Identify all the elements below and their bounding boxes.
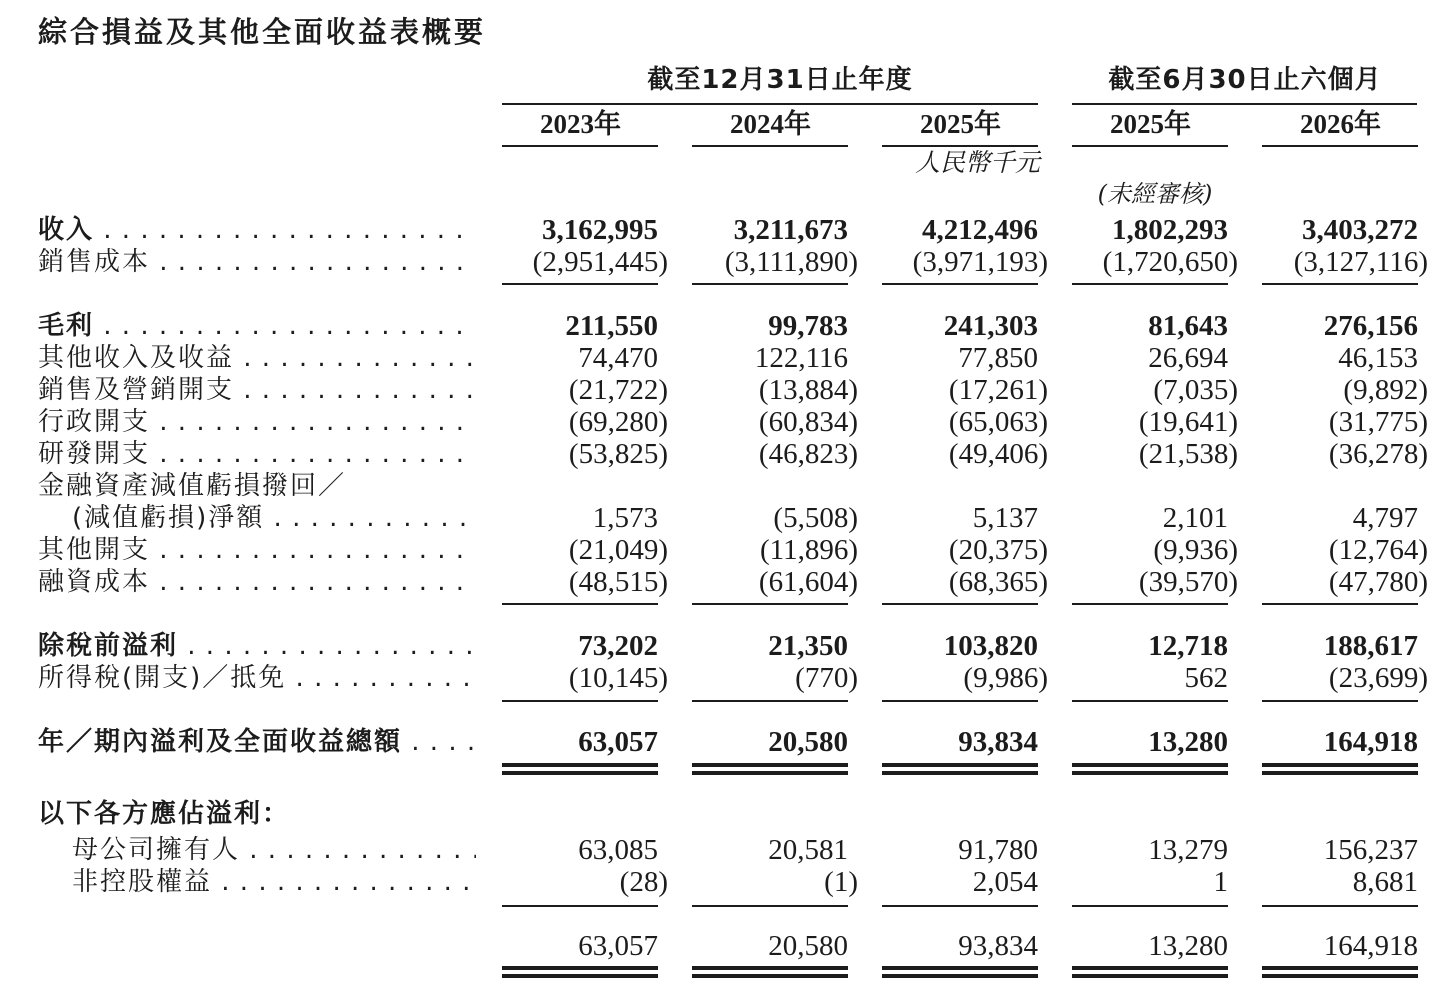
row-value: 81,643 (1148, 310, 1228, 342)
row-value: (5,508) (773, 502, 858, 534)
row-value: 3,403,272 (1302, 214, 1418, 246)
row-value: 74,470 (578, 342, 658, 374)
row-value: 276,156 (1323, 310, 1418, 342)
row-label: 所得稅(開支)／抵免 . . . (38, 662, 476, 694)
header-group-rule (1072, 103, 1417, 105)
header-group-rule (502, 103, 1038, 105)
total-double-rule-top (1072, 763, 1228, 767)
row-value: 13,280 (1148, 726, 1228, 758)
row-label: 其他開支 . . . (38, 534, 476, 566)
row-value: 188,617 (1323, 630, 1418, 662)
header-year-rule (1262, 145, 1418, 147)
subtotal-rule (1072, 283, 1228, 285)
row-value: 12,718 (1148, 630, 1228, 662)
total-double-rule-bottom (692, 974, 848, 978)
row-value: (21,722) (568, 374, 668, 406)
row-value: 164,918 (1323, 930, 1418, 962)
header-group-six-months: 截至6月30日止六個月 (1108, 65, 1382, 95)
row-value: (36,278) (1328, 438, 1428, 470)
row-label: 非控股權益 . . . (72, 866, 476, 898)
total-double-rule-top (502, 763, 658, 767)
row-label: 其他收入及收益 . . . (38, 342, 476, 374)
subtotal-rule (502, 905, 658, 907)
subtotal-rule (882, 700, 1038, 702)
row-value: (31,775) (1328, 406, 1428, 438)
row-value: (39,570) (1138, 566, 1238, 598)
row-value: (9,936) (1153, 534, 1238, 566)
row-value: 63,057 (578, 930, 658, 962)
row-value: 13,279 (1148, 834, 1228, 866)
total-double-rule-bottom (1072, 771, 1228, 775)
row-value: (770) (795, 662, 858, 694)
row-value: 63,057 (578, 726, 658, 758)
row-value: 73,202 (578, 630, 658, 662)
row-value: (2,951,445) (532, 246, 668, 278)
row-value: (53,825) (568, 438, 668, 470)
subtotal-rule (1262, 283, 1418, 285)
row-label: 銷售及營銷開支 . . . (38, 374, 476, 406)
row-value: (65,063) (948, 406, 1048, 438)
row-value: (68,365) (948, 566, 1048, 598)
total-double-rule-bottom (1262, 771, 1418, 775)
row-value: (21,049) (568, 534, 668, 566)
header-year: 2024年 (730, 109, 811, 139)
subtotal-rule (882, 603, 1038, 605)
row-value: 2,101 (1162, 502, 1228, 534)
subtotal-rule (1262, 603, 1418, 605)
header-year: 2023年 (540, 109, 621, 139)
row-value: (19,641) (1138, 406, 1238, 438)
total-double-rule-bottom (882, 771, 1038, 775)
row-label: 行政開支 . . . (38, 406, 476, 438)
total-double-rule-top (1262, 763, 1418, 767)
total-double-rule-top (502, 966, 658, 970)
row-value: 26,694 (1148, 342, 1228, 374)
row-value: 93,834 (958, 930, 1038, 962)
total-double-rule-top (692, 966, 848, 970)
row-value: 4,797 (1352, 502, 1418, 534)
row-value: 3,211,673 (733, 214, 848, 246)
row-value: 21,350 (768, 630, 848, 662)
total-double-rule-top (692, 763, 848, 767)
row-value: 91,780 (958, 834, 1038, 866)
row-label: (減值虧損)淨額 . . . (72, 502, 476, 534)
row-value: (48,515) (568, 566, 668, 598)
header-year: 2025年 (1110, 109, 1191, 139)
row-value: (28) (619, 866, 668, 898)
row-label: 銷售成本 . . . (38, 246, 476, 278)
total-double-rule-top (882, 966, 1038, 970)
row-value: 20,580 (768, 930, 848, 962)
subtotal-rule (882, 283, 1038, 285)
row-value: 1,573 (592, 502, 658, 534)
subtotal-rule (1072, 603, 1228, 605)
row-value: (7,035) (1153, 374, 1238, 406)
row-value: 211,550 (565, 310, 658, 342)
row-value: 2,054 (972, 866, 1038, 898)
row-value: (21,538) (1138, 438, 1238, 470)
row-value: (20,375) (948, 534, 1048, 566)
header-year: 2025年 (920, 109, 1001, 139)
row-value: 156,237 (1323, 834, 1418, 866)
total-double-rule-bottom (502, 974, 658, 978)
row-label: 收入 . . . (38, 214, 476, 246)
header-group-year: 截至12月31日止年度 (647, 65, 913, 95)
row-value: (3,971,193) (912, 246, 1048, 278)
row-label: 除稅前溢利 . . . (38, 630, 476, 662)
row-value: 20,581 (768, 834, 848, 866)
subtotal-rule (1262, 905, 1418, 907)
total-double-rule-bottom (1262, 974, 1418, 978)
row-value: (10,145) (568, 662, 668, 694)
row-value: (23,699) (1328, 662, 1428, 694)
subtotal-rule (1072, 700, 1228, 702)
row-value: (47,780) (1328, 566, 1428, 598)
row-value: 103,820 (943, 630, 1038, 662)
subtotal-rule (502, 700, 658, 702)
subtotal-rule (502, 603, 658, 605)
row-value: 46,153 (1338, 342, 1418, 374)
page-title: 綜合損益及其他全面收益表概要 (38, 15, 487, 49)
total-double-rule-bottom (502, 771, 658, 775)
subtotal-rule (502, 283, 658, 285)
row-value: (1) (824, 866, 858, 898)
total-double-rule-bottom (1072, 974, 1228, 978)
subtotal-rule (692, 283, 848, 285)
header-year-rule (1072, 145, 1228, 147)
subtotal-rule (1072, 905, 1228, 907)
row-value: (46,823) (758, 438, 858, 470)
row-value: 3,162,995 (542, 214, 658, 246)
row-value: (3,111,890) (724, 246, 858, 278)
total-double-rule-top (882, 763, 1038, 767)
row-label: 融資成本 . . . (38, 566, 476, 598)
subtotal-rule (1262, 700, 1418, 702)
row-value: 1 (1213, 866, 1228, 898)
total-double-rule-top (1262, 966, 1418, 970)
row-label: 母公司擁有人 . . . (72, 834, 476, 866)
row-value: 77,850 (958, 342, 1038, 374)
header-year: 2026年 (1300, 109, 1381, 139)
row-value: 63,085 (578, 834, 658, 866)
unaudited-label: (未經審核) (1097, 180, 1213, 208)
row-value: 562 (1184, 662, 1228, 694)
row-value: (3,127,116) (1293, 246, 1428, 278)
row-value: 164,918 (1323, 726, 1418, 758)
row-label: 金融資產減值虧損撥回／ (38, 471, 347, 501)
row-value: (9,892) (1343, 374, 1428, 406)
row-label: 以下各方應佔溢利： (38, 799, 291, 829)
row-label: 年／期內溢利及全面收益總額 . . . (38, 726, 476, 758)
subtotal-rule (692, 603, 848, 605)
row-value: (69,280) (568, 406, 668, 438)
total-double-rule-bottom (692, 771, 848, 775)
row-value: (11,896) (760, 534, 858, 566)
row-value: 13,280 (1148, 930, 1228, 962)
row-value: (49,406) (948, 438, 1048, 470)
row-value: (12,764) (1328, 534, 1428, 566)
subtotal-rule (692, 905, 848, 907)
row-value: 5,137 (972, 502, 1038, 534)
row-value: (9,986) (963, 662, 1048, 694)
subtotal-rule (692, 700, 848, 702)
row-value: (61,604) (758, 566, 858, 598)
unit-label: 人民幣千元 (914, 148, 1040, 177)
row-value: 241,303 (943, 310, 1038, 342)
header-year-rule (692, 145, 848, 147)
row-value: 20,580 (768, 726, 848, 758)
header-year-rule (502, 145, 658, 147)
row-value: 99,783 (768, 310, 848, 342)
row-value: 1,802,293 (1112, 214, 1228, 246)
row-value: (1,720,650) (1102, 246, 1238, 278)
row-value: 93,834 (958, 726, 1038, 758)
subtotal-rule (882, 905, 1038, 907)
row-value: 122,116 (754, 342, 848, 374)
row-value: (13,884) (758, 374, 858, 406)
total-double-rule-top (1072, 966, 1228, 970)
row-label: 毛利 . . . (38, 310, 476, 342)
row-value: (60,834) (758, 406, 858, 438)
total-double-rule-bottom (882, 974, 1038, 978)
row-label: 研發開支 . . . (38, 438, 476, 470)
row-value: (17,261) (948, 374, 1048, 406)
row-value: 8,681 (1352, 866, 1418, 898)
row-value: 4,212,496 (922, 214, 1038, 246)
